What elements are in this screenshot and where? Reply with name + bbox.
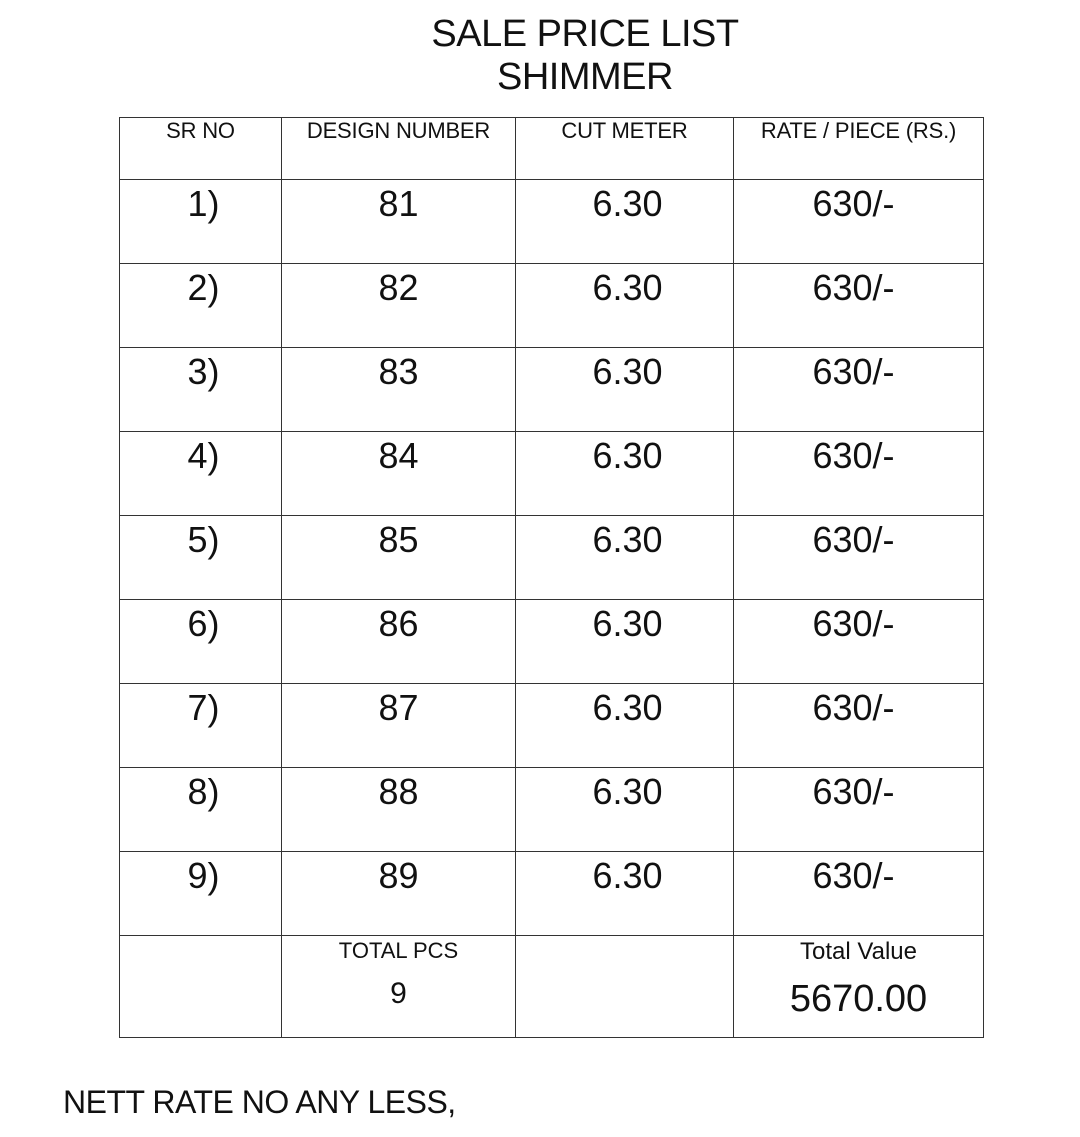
design-number-cell: 88 [282, 768, 516, 852]
sr-no-cell: 6) [120, 600, 282, 684]
design-number-cell: 86 [282, 600, 516, 684]
cut-meter-cell: 6.30 [516, 264, 734, 348]
design-number-cell: 87 [282, 684, 516, 768]
rate-cell: 630/- [734, 180, 984, 264]
total-pcs-value: 9 [390, 977, 407, 1010]
cut-meter-cell: 6.30 [516, 432, 734, 516]
total-value-amount: 5670.00 [789, 978, 928, 1020]
table-row [120, 348, 984, 432]
cut-meter-cell: 6.30 [516, 768, 734, 852]
table-row [120, 768, 984, 852]
totals-row [120, 936, 984, 1038]
table-body [120, 180, 984, 1038]
rate-cell: 630/- [734, 264, 984, 348]
sr-no-cell: 7) [120, 684, 282, 768]
design-number-cell: 84 [282, 432, 516, 516]
design-number-cell: 82 [282, 264, 516, 348]
cut-meter-cell: 6.30 [516, 600, 734, 684]
column-header-sr-no: SR NO [120, 118, 282, 180]
column-header-cut-meter: CUT METER [516, 118, 734, 180]
page-subtitle: SHIMMER [497, 56, 673, 98]
price-table [119, 117, 984, 1038]
design-number-cell: 85 [282, 516, 516, 600]
table-row [120, 264, 984, 348]
design-number-cell: 89 [282, 852, 516, 936]
rate-cell: 630/- [734, 852, 984, 936]
rate-cell: 630/- [734, 348, 984, 432]
rate-cell: 630/- [734, 432, 984, 516]
page-title: SALE PRICE LIST [431, 13, 739, 55]
cut-meter-cell: 6.30 [516, 852, 734, 936]
sr-no-cell: 8) [120, 768, 282, 852]
sr-no-cell: 3) [120, 348, 282, 432]
total-value-label: Total Value [800, 938, 917, 965]
sr-no-cell: 5) [120, 516, 282, 600]
table-row [120, 180, 984, 264]
design-number-cell: 83 [282, 348, 516, 432]
cut-meter-cell: 6.30 [516, 180, 734, 264]
column-header-rate-per-piece: RATE / PIECE (RS.) [734, 118, 984, 180]
totals-empty-cell [516, 936, 734, 1038]
footer-note: NETT RATE NO ANY LESS, [63, 1084, 456, 1120]
cut-meter-cell: 6.30 [516, 348, 734, 432]
rate-cell: 630/- [734, 600, 984, 684]
sr-no-cell: 9) [120, 852, 282, 936]
sr-no-cell: 4) [120, 432, 282, 516]
rate-cell: 630/- [734, 768, 984, 852]
column-header-design-number: DESIGN NUMBER [282, 118, 516, 180]
totals-empty-cell [120, 936, 282, 1038]
table-row [120, 516, 984, 600]
table-row [120, 600, 984, 684]
sr-no-cell: 1) [120, 180, 282, 264]
total-pcs-cell [282, 936, 516, 1038]
table-row [120, 852, 984, 936]
cut-meter-cell: 6.30 [516, 516, 734, 600]
total-pcs-label: TOTAL PCS [338, 938, 459, 963]
table-row [120, 432, 984, 516]
rate-cell: 630/- [734, 516, 984, 600]
total-value-cell [734, 936, 984, 1038]
cut-meter-cell: 6.30 [516, 684, 734, 768]
table-header-row [120, 118, 984, 180]
sr-no-cell: 2) [120, 264, 282, 348]
rate-cell: 630/- [734, 684, 984, 768]
table-row [120, 684, 984, 768]
design-number-cell: 81 [282, 180, 516, 264]
